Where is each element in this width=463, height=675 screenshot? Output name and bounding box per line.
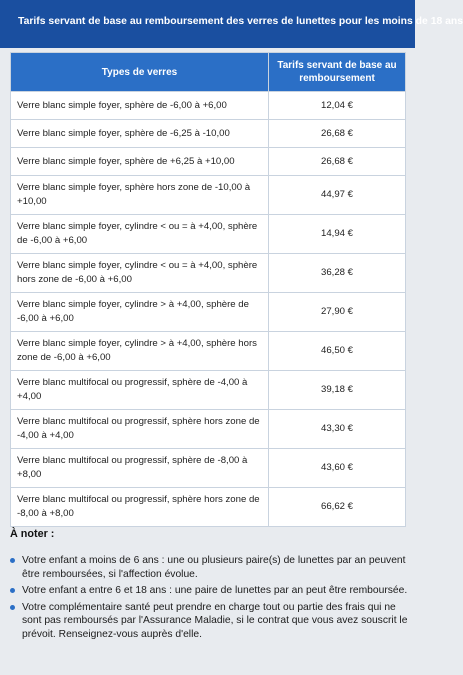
table-row <box>11 410 406 449</box>
cell-price: 43,30 € <box>269 410 406 449</box>
cell-lens-type: Verre blanc multifocal ou progressif, sphère hors zone de -4,00 à +4,00 <box>11 410 269 449</box>
cell-price: 44,97 € <box>269 176 406 215</box>
notes-section <box>10 528 410 644</box>
table-header-row <box>11 53 406 92</box>
table-row <box>11 332 406 371</box>
list-item <box>10 601 410 642</box>
table-row <box>11 371 406 410</box>
cell-lens-type: Verre blanc simple foyer, sphère de -6,25 à -10,00 <box>11 120 269 148</box>
table-container <box>10 52 405 527</box>
page-title: Tarifs servant de base au remboursement des verres de lunettes pour les moins de 18 ans <box>0 0 415 48</box>
cell-price: 36,28 € <box>269 254 406 293</box>
bullet-icon <box>10 605 15 610</box>
cell-price: 66,62 € <box>269 488 406 527</box>
cell-lens-type: Verre blanc simple foyer, sphère de -6,00 à +6,00 <box>11 92 269 120</box>
list-item <box>10 584 410 598</box>
cell-lens-type: Verre blanc simple foyer, cylindre < ou = à +4,00, sphère de -6,00 à +6,00 <box>11 215 269 254</box>
cell-lens-type: Verre blanc multifocal ou progressif, sphère hors zone de -8,00 à +8,00 <box>11 488 269 527</box>
cell-lens-type: Verre blanc simple foyer, cylindre > à +4,00, sphère de -6,00 à +6,00 <box>11 293 269 332</box>
header-lens-type: Types de verres <box>11 53 269 92</box>
cell-price: 39,18 € <box>269 371 406 410</box>
cell-price: 26,68 € <box>269 148 406 176</box>
cell-price: 14,94 € <box>269 215 406 254</box>
bullet-icon <box>10 588 15 593</box>
cell-lens-type: Verre blanc simple foyer, sphère hors zone de -10,00 à +10,00 <box>11 176 269 215</box>
header-base-rate: Tarifs servant de base au remboursement <box>269 53 406 92</box>
list-item <box>10 554 410 581</box>
cell-lens-type: Verre blanc simple foyer, sphère de +6,25 à +10,00 <box>11 148 269 176</box>
table-row <box>11 148 406 176</box>
table-row <box>11 488 406 527</box>
table-row <box>11 215 406 254</box>
cell-price: 27,90 € <box>269 293 406 332</box>
cell-lens-type: Verre blanc simple foyer, cylindre > à +4,00, sphère hors zone de -6,00 à +6,00 <box>11 332 269 371</box>
notes-list <box>10 554 410 641</box>
cell-lens-type: Verre blanc simple foyer, cylindre < ou = à +4,00, sphère hors zone de -6,00 à +6,00 <box>11 254 269 293</box>
cell-price: 43,60 € <box>269 449 406 488</box>
cell-lens-type: Verre blanc multifocal ou progressif, sphère de -4,00 à +4,00 <box>11 371 269 410</box>
note-text: Votre enfant a moins de 6 ans : une ou plusieurs paire(s) de lunettes par an peuvent être remboursées, si l'affection évolue. <box>22 555 406 580</box>
cell-price: 26,68 € <box>269 120 406 148</box>
table-row <box>11 293 406 332</box>
table-row <box>11 176 406 215</box>
notes-title: À noter : <box>10 528 55 540</box>
table-row <box>11 254 406 293</box>
cell-lens-type: Verre blanc multifocal ou progressif, sphère de -8,00 à +8,00 <box>11 449 269 488</box>
table-row <box>11 449 406 488</box>
tariff-table <box>10 52 406 527</box>
cell-price: 46,50 € <box>269 332 406 371</box>
table-row <box>11 92 406 120</box>
note-text: Votre complémentaire santé peut prendre en charge tout ou partie des frais qui ne sont pas remboursés par l'Assurance Maladie, si le contrat que vous avez souscrit le prévoit. Renseignez-vous auprès d'elle. <box>22 601 408 640</box>
cell-price: 12,04 € <box>269 92 406 120</box>
bullet-icon <box>10 558 15 563</box>
note-text: Votre enfant a entre 6 et 18 ans : une paire de lunettes par an peut être remboursée. <box>22 585 408 596</box>
table-row <box>11 120 406 148</box>
